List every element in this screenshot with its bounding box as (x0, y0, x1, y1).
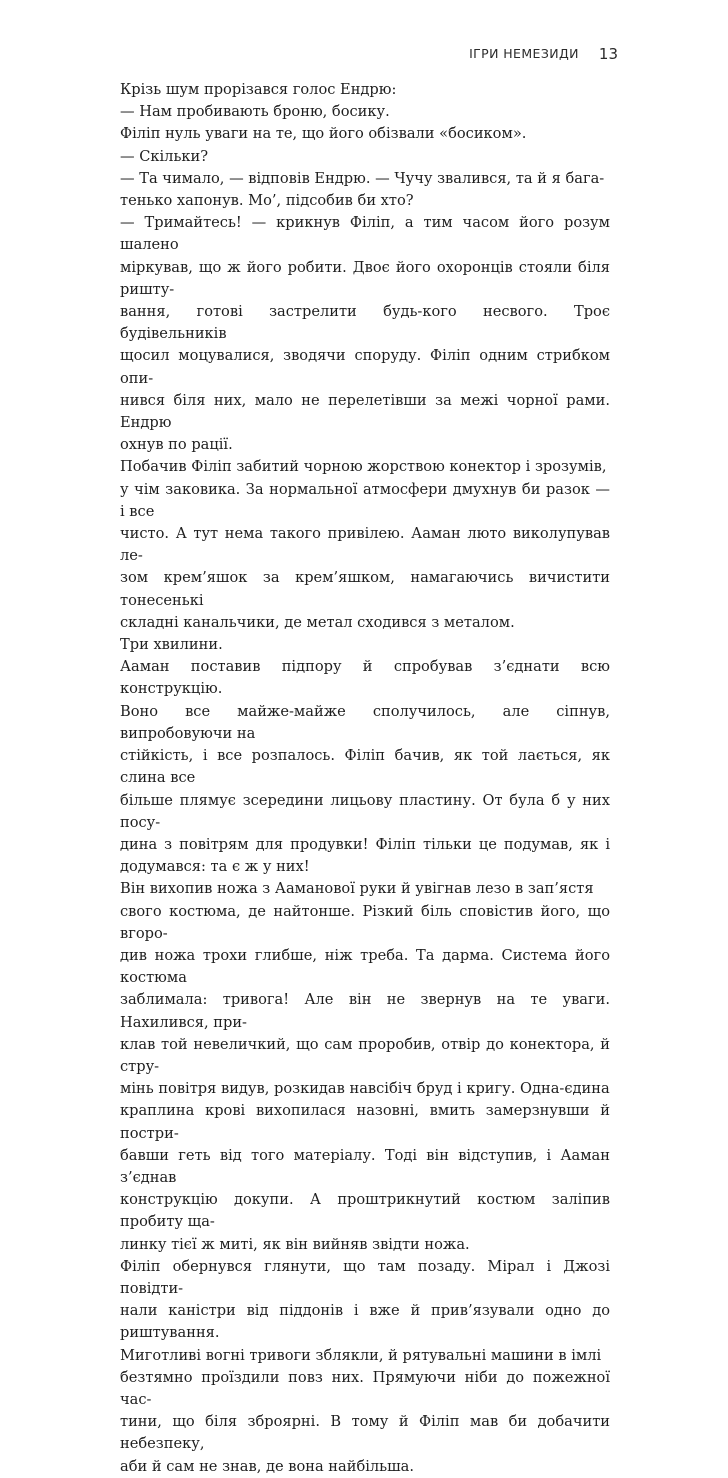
text-line: тенько хапонув. Мо’, підсобив би хто? (120, 192, 414, 210)
text-line: Три хвилини. (120, 636, 223, 654)
text-line: — Тримайтесь! — крикнув Філіп, а тим часом його розум шалено (120, 214, 610, 254)
text-line: дина з повітрям для продувки! Філіп тільки це подумав, як і додумався: та є ж у них! (120, 835, 610, 876)
text-line: щосил моцувалися, зводячи споруду. Філіп одним стрибком опи- (120, 347, 610, 387)
text-line: Він вихопив ножа з Ааманової руки й увігнав лезо в зап’ястя (120, 880, 594, 898)
text-line: — Нам пробивають броню, босику. (120, 103, 390, 121)
text-line: Ааман поставив підпору й спробував з’єднати всю конструкцію. (120, 658, 610, 698)
text-line: чисто. А тут нема такого привілею. Ааман люто виколупував ле- (120, 525, 610, 565)
text-line: конструкцію докупи. А проштрикнутий костюм заліпив пробиту ща- (120, 1191, 610, 1231)
text-line: див ножа трохи глибше, ніж треба. Та дарма. Система його костюма (120, 946, 610, 987)
text-line: у чім заковика. За нормальної атмосфери дмухнув би разок — і все (120, 480, 610, 520)
text-line: краплина крові вихопилася назовні, вмить замерзнувши й постри- (120, 1102, 610, 1142)
text-line: Воно все майже-майже сполучилось, але сіпнув, випробовуючи на (120, 702, 610, 742)
body-text (120, 79, 610, 1478)
text-line: стійкість, і все розпалось. Філіп бачив, як той лається, як слина все (120, 747, 610, 787)
text-line: Філіп нуль уваги на те, що його обізвали «босиком». (120, 125, 527, 143)
text-line: — Та чимало, — відповів Ендрю. — Чучу звалився, та й я бага- (120, 169, 605, 187)
text-line: Побачив Філіп забитий чорною жорствою конектор і зрозумів, (120, 458, 607, 476)
running-title: ІГРИ НЕМЕЗИДИ (469, 46, 579, 61)
text-line: бавши геть від того матеріалу. Тоді він відступив, і Ааман з’єднав (120, 1146, 610, 1186)
text-line: зом крем’яшок за крем’яшком, намагаючись вичистити тонесенькі (120, 569, 610, 609)
text-line: свого костюма, де найтонше. Різкий біль сповістив його, що вгоро- (120, 902, 610, 942)
text-line: линку тієї ж миті, як він вийняв звідти ножа. (120, 1235, 470, 1253)
text-line: охнув по рації. (120, 436, 233, 454)
running-head (469, 44, 618, 62)
text-line: заблимала: тривога! Але він не звернув на те уваги. Нахилився, при- (120, 991, 610, 1031)
text-line: тини, що біля зброярні. В тому й Філіп мав би добачити небезпеку, (120, 1413, 610, 1453)
text-line: більше плямує зсередини лицьову пластину. От була б у них посу- (120, 791, 610, 831)
text-line: безтямно проїздили повз них. Прямуючи ніби до пожежної час- (120, 1368, 610, 1408)
text-line: нився біля них, мало не перелетівши за межі чорної рами. Ендрю (120, 391, 610, 432)
text-line: нали каністри від піддонів і вже й прив’язували одно до риштування. (120, 1302, 610, 1342)
text-line: міркував, що ж його робити. Двоє його охоронців стояли біля ришту- (120, 258, 610, 298)
text-line: Миготливі вогні тривоги зблякли, й рятувальні машини в імлі (120, 1346, 602, 1364)
text-line: мінь повітря видув, розкидав навсібіч бруд і кригу. Одна-єдина (120, 1080, 610, 1098)
text-line: вання, готові застрелити будь-кого несвого. Троє будівельників (120, 303, 610, 343)
text-line: аби й сам не знав, де вона найбільша. (120, 1457, 415, 1475)
text-line: складні канальчики, де метал сходився з металом. (120, 613, 515, 631)
text-line: Крізь шум прорізався голос Ендрю: (120, 81, 397, 98)
text-line: Філіп обернувся глянути, що там позаду. Мірал і Джозі повідти- (120, 1257, 610, 1297)
text-line: клав той невеличкий, що сам проробив, отвір до конектора, й стру- (120, 1035, 610, 1075)
page-number: 13 (598, 45, 618, 63)
text-line: — Скільки? (120, 147, 209, 165)
